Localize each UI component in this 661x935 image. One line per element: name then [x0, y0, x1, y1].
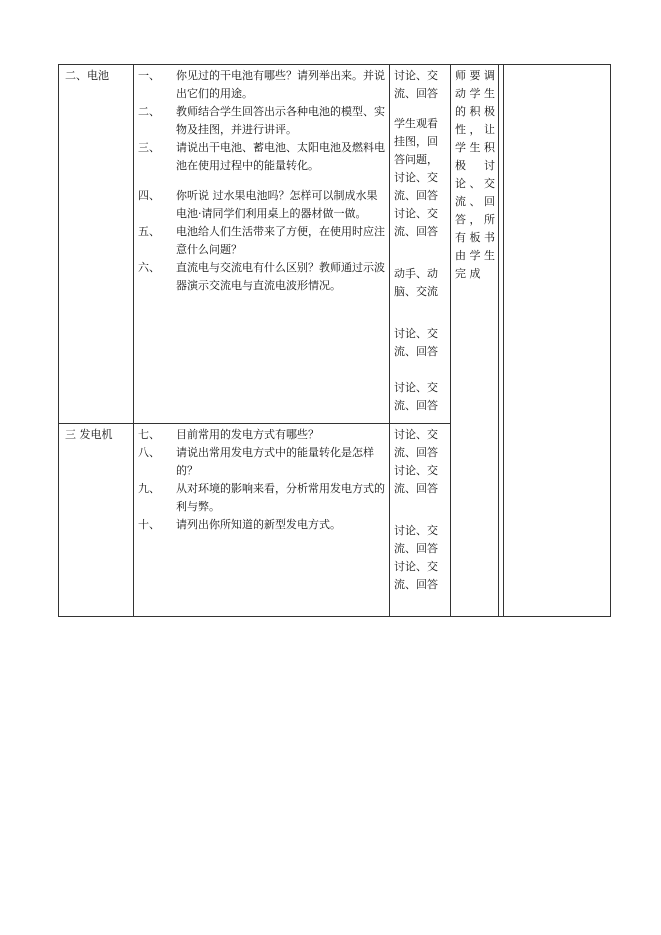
list-item: [138, 223, 386, 259]
activity-generator: [390, 424, 451, 617]
activity-battery: [390, 65, 451, 424]
list-item: [138, 259, 386, 295]
section-title-generator-text: 三 发电机: [65, 428, 113, 441]
list-item: [138, 103, 386, 139]
item-number: 六、: [138, 261, 160, 274]
item-number: 一、: [138, 69, 160, 82]
activity-text: 讨论、交流、回答: [394, 428, 438, 459]
item-text: 直流电与交流电有什么区别？教师通过示波器演示交流电与直流电波形情况。: [176, 261, 385, 292]
item-number: 四、: [138, 189, 160, 202]
section-title-battery-text: 二、电池: [65, 69, 109, 82]
item-text: 请说出干电池、蓄电池、太阳电池及燃料电池在使用过程中的能量转化。: [176, 141, 385, 172]
item-text: 你见过的干电池有哪些？请列举出来。并说出它们的用途。: [176, 69, 385, 100]
list-item: [138, 187, 386, 223]
content-generator: [134, 424, 390, 617]
activity-text: 讨论、交流、回答: [394, 327, 438, 358]
list-item: [138, 516, 386, 534]
item-text: 目前常用的发电方式有哪些？: [176, 428, 319, 441]
activity-text: 讨论、交流、回答: [394, 464, 438, 495]
item-number: 九、: [138, 482, 160, 495]
item-number: 十、: [138, 518, 160, 531]
item-text: 教师结合学生回答出示各种电池的模型、实物及挂图，并进行讲评。: [176, 105, 385, 136]
activity-text: 学生观看挂图，回答问题，: [394, 117, 438, 166]
item-text: 你听说 过水果电池吗？怎样可以制成水果电池·请同学们利用桌上的器材做一做。: [176, 189, 378, 220]
item-text: 请列出你所知道的新型发电方式。: [176, 518, 341, 531]
item-number: 三、: [138, 141, 160, 154]
list-item: [138, 480, 386, 516]
item-text: 电池给人们生活带来了方便，在使用时应注意什么问题？: [176, 225, 385, 256]
teacher-note-text: 师 要 调 动 学 生 的 积 极性，让 学 生 积 极 讨 论、交 流、回 答，所 有 板 书 由 学 生 完 成: [455, 69, 495, 280]
teacher-note: [451, 65, 499, 617]
item-text: 从对环境的影响来看，分析常用发电方式的利与弊。: [176, 482, 385, 513]
list-item: [138, 444, 386, 480]
activity-text: 讨论、交流、回答: [394, 524, 438, 555]
activity-text: 讨论、交流、回答: [394, 381, 438, 412]
section-title-battery: [59, 65, 134, 424]
blank-column: [504, 65, 611, 617]
item-number: 五、: [138, 225, 160, 238]
item-number: 八、: [138, 446, 160, 459]
list-item: [138, 426, 386, 444]
activity-text: 讨论、交流、回答: [394, 171, 438, 202]
list-item: [138, 67, 386, 103]
list-item: [138, 139, 386, 175]
activity-text: 动手、动脑、交流: [394, 267, 438, 298]
item-text: 请说出常用发电方式中的能量转化是怎样的？: [176, 446, 374, 477]
content-battery: [134, 65, 390, 424]
lesson-plan-table: [58, 64, 611, 617]
activity-text: 讨论、交流、回答: [394, 207, 438, 238]
activity-text: 讨论、交流、回答: [394, 69, 438, 100]
activity-text: 讨论、交流、回答: [394, 560, 438, 591]
table-row-battery: [59, 65, 611, 424]
item-number: 二、: [138, 105, 160, 118]
item-number: 七、: [138, 428, 160, 441]
section-title-generator: [59, 424, 134, 617]
